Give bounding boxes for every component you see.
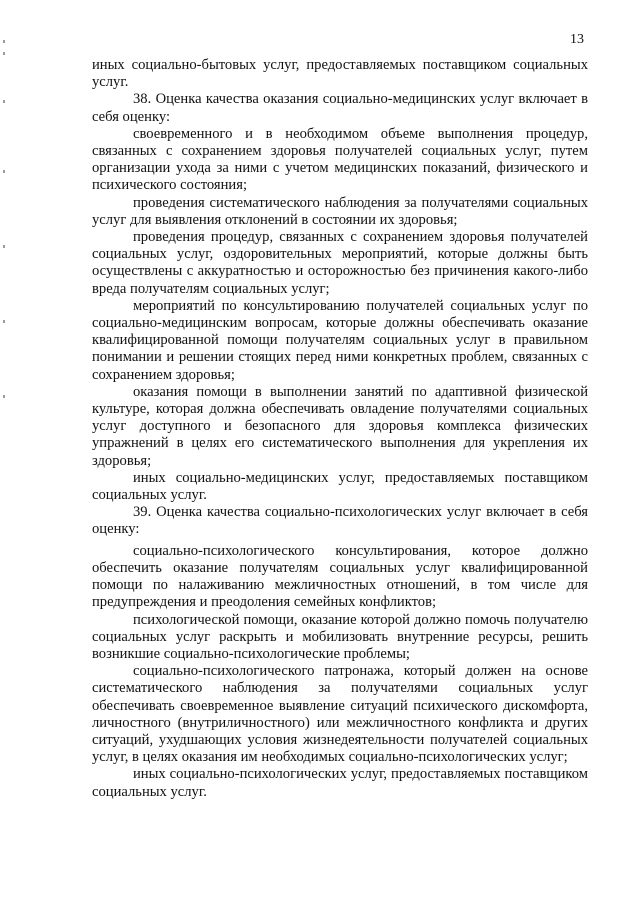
paragraph-systematic-observation: проведения систематического наблюдения за получателями социальных услуг для выявления отклонений в состоянии их здоровья; [92,194,588,228]
paragraph-social-psych-other: иных социально-психологических услуг, предоставляемых поставщиком социальных услуг. [92,766,588,800]
paragraph-health-procedures: проведения процедур, связанных с сохранением здоровья получателей социальных услуг, оздоровительных мероприятий, которые должны быть осуществлены с аккуратностью и осторожностью без причинения какого-либо вреда получателям социальных услуг; [92,229,588,297]
paragraph-item-38: 38. Оценка качества оказания социально-медицинских услуг включает в себя оценку: [92,91,588,125]
document-body [92,57,588,801]
paragraph-social-household-other: иных социально-бытовых услуг, предоставляемых поставщиком социальных услуг. [92,57,588,91]
paragraph-timely-procedures: своевременного и в необходимом объеме выполнения процедур, связанных с сохранением здоровья получателей социальных услуг, путем организации ухода за ними с учетом медицинских показаний, физического и психического состояния; [92,125,588,194]
paragraph-social-medical-other: иных социально-медицинских услуг, предоставляемых поставщиком социальных услуг. [92,469,588,504]
paragraph-psych-patronage: социально-психологического патронажа, который должен на основе систематического наблюдения за получателями социальных услуг обеспечивать своевременное выявление ситуаций психического дискомфорта, личностного (внутриличностного) или межличностного конфликта и других ситуаций, ухудшающих условия жизнедеятельности получателей социальных услуг, в целях оказания им необходимых социально-психологических услуг; [92,663,588,766]
paragraph-psych-help: психологической помощи, оказание которой должно помочь получателю социальных услуг раскрыть и мобилизовать внутренние ресурсы, решить возникшие социально-психологические проблемы; [92,611,588,662]
paragraph-item-39: 39. Оценка качества социально-психологических услуг включает в себя оценку: [92,504,588,538]
paragraph-adaptive-physical-culture: оказания помощи в выполнении занятий по адаптивной физической культуре, которая должна обеспечивать овладение получателями социальных услуг доступного и безопасного для здоровья комплекса физических упражнений в целях его систематического выполнения для укрепления их здоровья; [92,383,588,469]
binding-marks [3,40,7,440]
page-number: 13 [570,32,584,47]
paragraph-medical-consulting: мероприятий по консультированию получателей социальных услуг по социально-медицинским вопросам, которые должны обеспечивать оказание квалифицированной помощи получателям социальных услуг в правильном понимании и решении стоящих перед ними конкретных проблем, связанных с сохранением здоровья; [92,297,588,383]
paragraph-psych-consulting: социально-психологического консультирования, которое должно обеспечить оказание получателям социальных услуг квалифицированной помощи по налаживанию межличностных отношений, в том числе для предупреждения и преодоления семейных конфликтов; [92,542,588,611]
